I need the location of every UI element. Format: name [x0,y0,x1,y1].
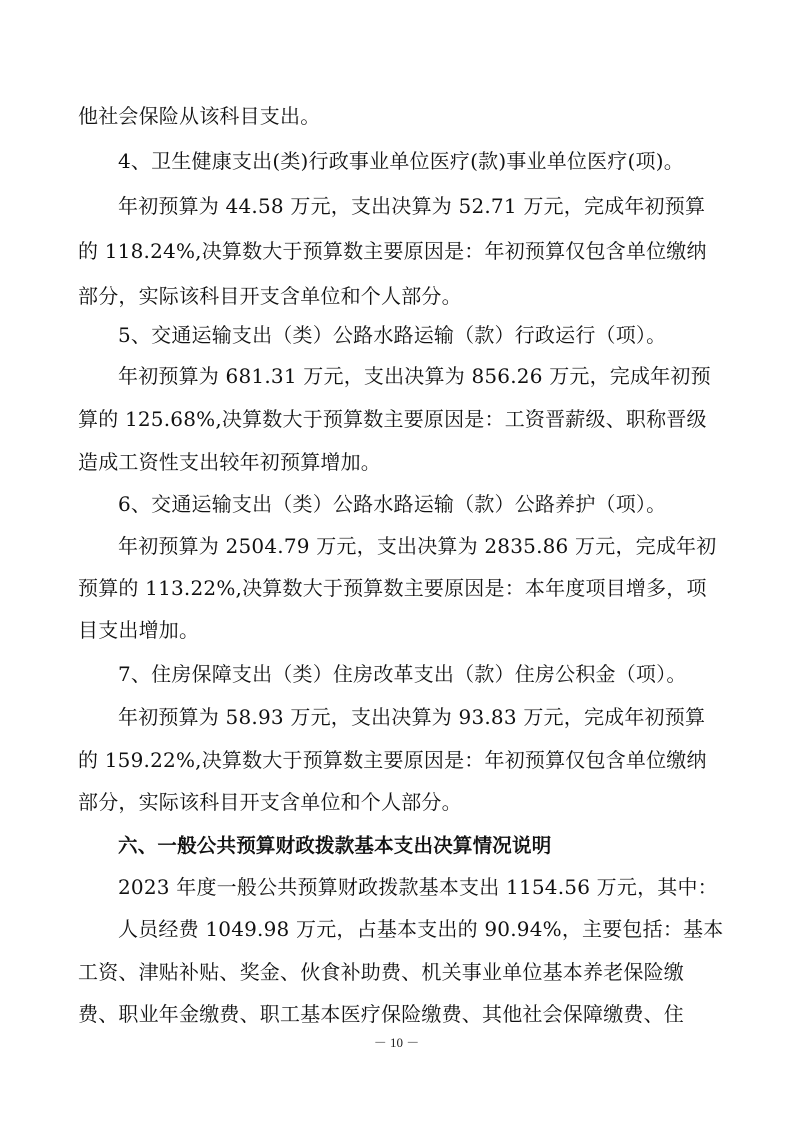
paragraph-line: 预算的 113.22%,决算数大于预算数主要原因是：本年度项目增多，项 [78,576,707,600]
item-heading-7: 7、住房保障支出（类）住房改革支出（款）住房公积金（项）。 [118,662,687,686]
paragraph-line: 目支出增加。 [78,618,200,642]
paragraph-line: 他社会保险从该科目支出。 [78,104,321,128]
paragraph-line: 费、职业年金缴费、职工基本医疗保险缴费、其他社会保障缴费、住 [78,1002,684,1026]
paragraph-line: 部分，实际该科目开支含单位和个人部分。 [78,790,462,814]
paragraph-line: 2023 年度一般公共预算财政拨款基本支出 1154.56 万元，其中： [118,875,718,899]
paragraph-line: 的 118.24%,决算数大于预算数主要原因是：年初预算仅包含单位缴纳 [78,239,707,263]
paragraph-line: 年初预算为 681.31 万元，支出决算为 856.26 万元，完成年初预 [118,364,711,388]
paragraph-line: 年初预算为 2504.79 万元，支出决算为 2835.86 万元，完成年初 [118,534,717,558]
paragraph-line: 工资、津贴补贴、奖金、伙食补助费、机关事业单位基本养老保险缴 [78,960,684,984]
item-heading-4: 4、卫生健康支出(类)行政事业单位医疗(款)事业单位医疗(项)。 [118,149,684,173]
paragraph-line: 造成工资性支出较年初预算增加。 [78,450,381,474]
paragraph-line: 的 159.22%,决算数大于预算数主要原因是：年初预算仅包含单位缴纳 [78,748,707,772]
item-heading-6: 6、交通运输支出（类）公路水路运输（款）公路养护（项）。 [118,492,667,516]
page-number: － 10 － [373,1035,420,1050]
paragraph-line: 算的 125.68%,决算数大于预算数主要原因是：工资晋薪级、职称晋级 [78,407,707,431]
paragraph-line: 部分，实际该科目开支含单位和个人部分。 [78,284,462,308]
paragraph-line: 年初预算为 58.93 万元，支出决算为 93.83 万元，完成年初预算 [118,705,706,729]
paragraph-line: 年初预算为 44.58 万元，支出决算为 52.71 万元，完成年初预算 [118,194,706,218]
item-heading-5: 5、交通运输支出（类）公路水路运输（款）行政运行（项）。 [118,323,667,347]
section-heading: 六、一般公共预算财政拨款基本支出决算情况说明 [118,834,552,857]
paragraph-line: 人员经费 1049.98 万元，占基本支出的 90.94%，主要包括：基本 [118,917,724,941]
